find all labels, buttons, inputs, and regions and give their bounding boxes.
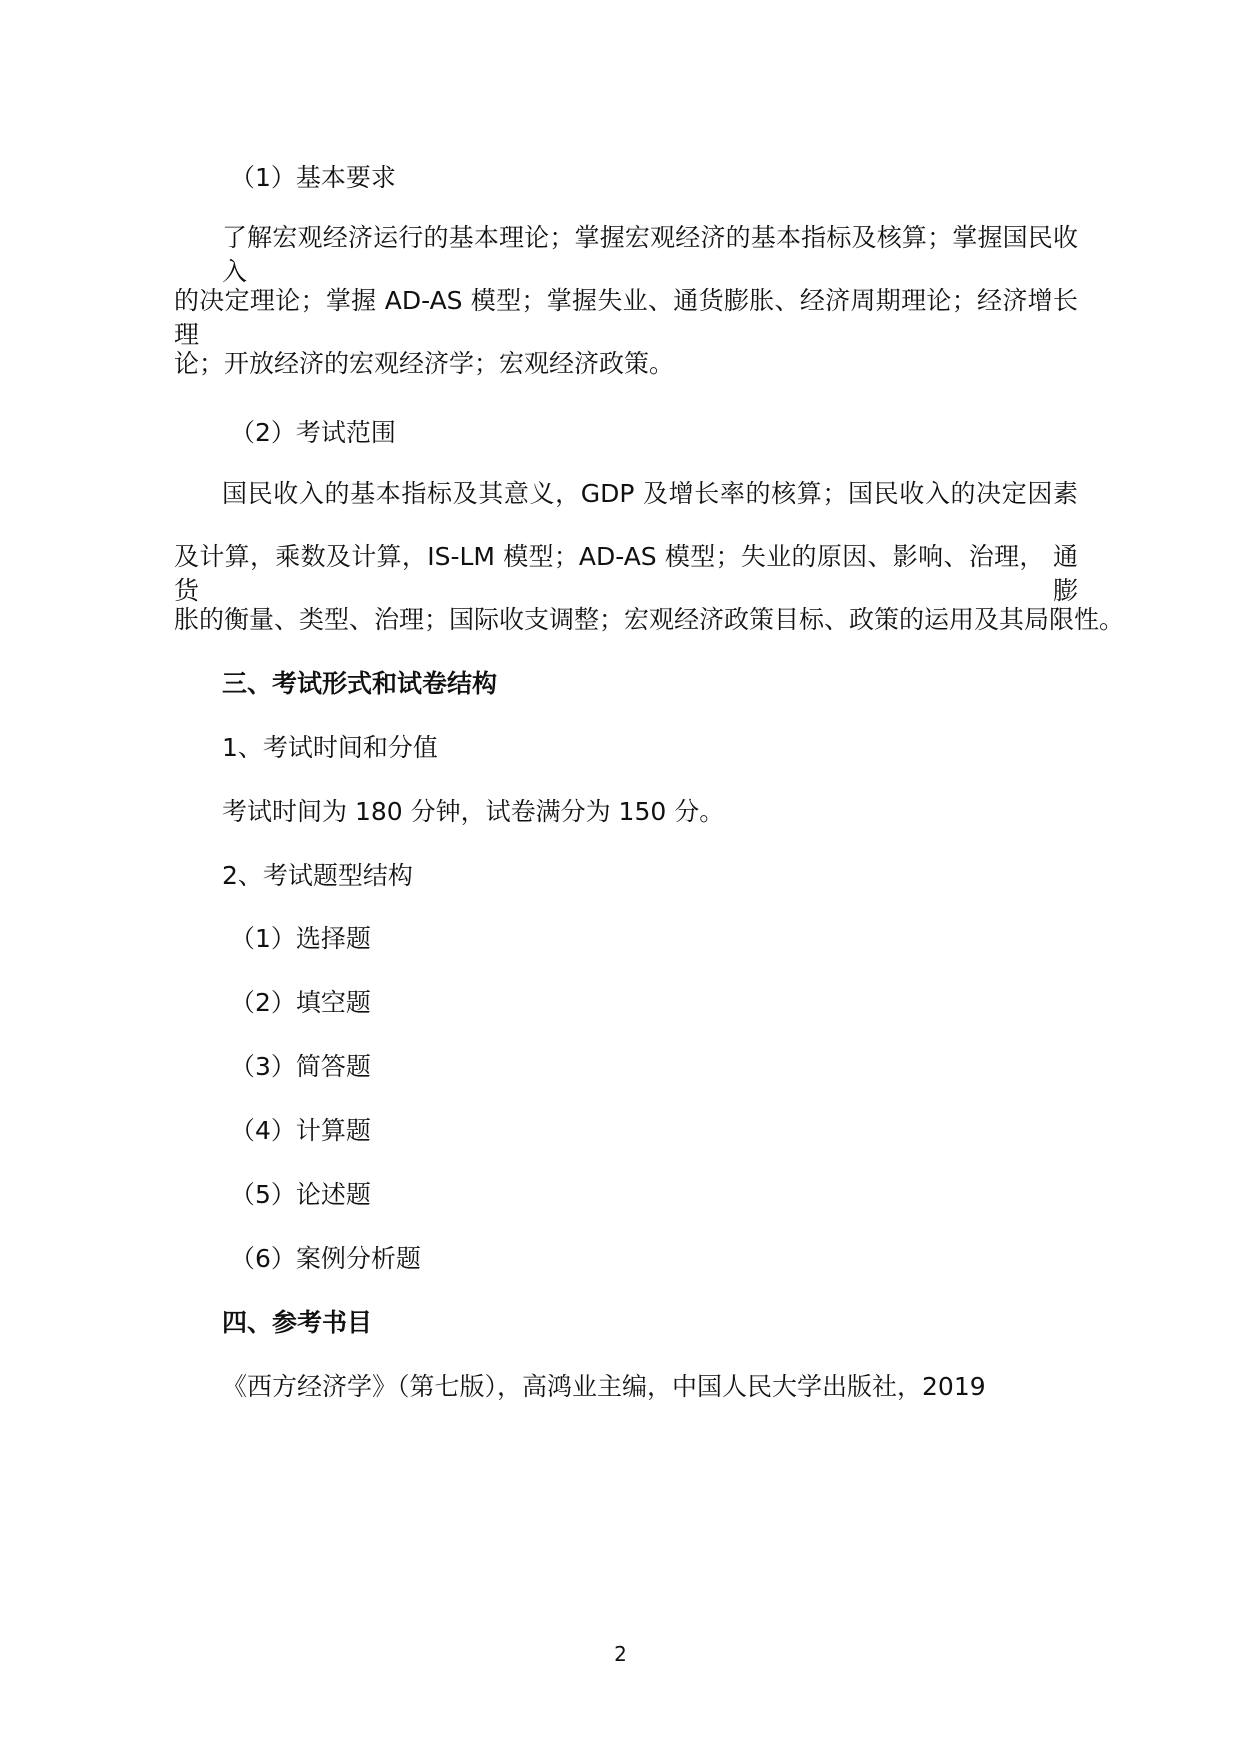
paragraph-line: 国民收入的基本指标及其意义，GDP 及增长率的核算；国民收入的决定因素 xyxy=(222,479,1078,508)
paragraph-line: 了解宏观经济运行的基本理论；掌握宏观经济的基本指标及核算；掌握国民收入 xyxy=(222,223,1078,286)
reference-entry: 《西方经济学》（第七版），高鸿业主编，中国人民大学出版社，2019 xyxy=(222,1372,986,1401)
section-heading-references: 四、参考书目 xyxy=(222,1308,373,1337)
item-heading-question-types: 2、考试题型结构 xyxy=(222,861,413,890)
exam-time-text: 考试时间为 180 分钟，试卷满分为 150 分。 xyxy=(222,797,725,826)
paragraph-line: 论；开放经济的宏观经济学；宏观经济政策。 xyxy=(174,349,675,378)
paragraph-line: 胀的衡量、类型、治理；国际收支调整；宏观经济政策目标、政策的运用及其局限性。 xyxy=(174,605,1125,634)
subsection-heading-exam-scope: （2）考试范围 xyxy=(230,418,396,447)
paragraph-line: 及计算，乘数及计算，IS-LM 模型；AD-AS 模型；失业的原因、影响、治理， 通货膨 xyxy=(174,542,1078,605)
paragraph-line: 的决定理论；掌握 AD-AS 模型；掌握失业、通货膨胀、经济周期理论；经济增长理 xyxy=(174,286,1078,349)
item-heading-time-score: 1、考试时间和分值 xyxy=(222,733,438,762)
question-type-item: （2）填空题 xyxy=(230,988,371,1017)
page-number: 2 xyxy=(614,1642,627,1666)
section-heading-exam-format: 三、考试形式和试卷结构 xyxy=(222,669,498,698)
question-type-item: （3）简答题 xyxy=(230,1052,371,1081)
question-type-item: （5）论述题 xyxy=(230,1180,371,1209)
question-type-item: （1）选择题 xyxy=(230,924,371,953)
question-type-item: （4）计算题 xyxy=(230,1116,371,1145)
question-type-item: （6）案例分析题 xyxy=(230,1244,421,1273)
subsection-heading-basic-requirements: （1）基本要求 xyxy=(230,163,396,192)
